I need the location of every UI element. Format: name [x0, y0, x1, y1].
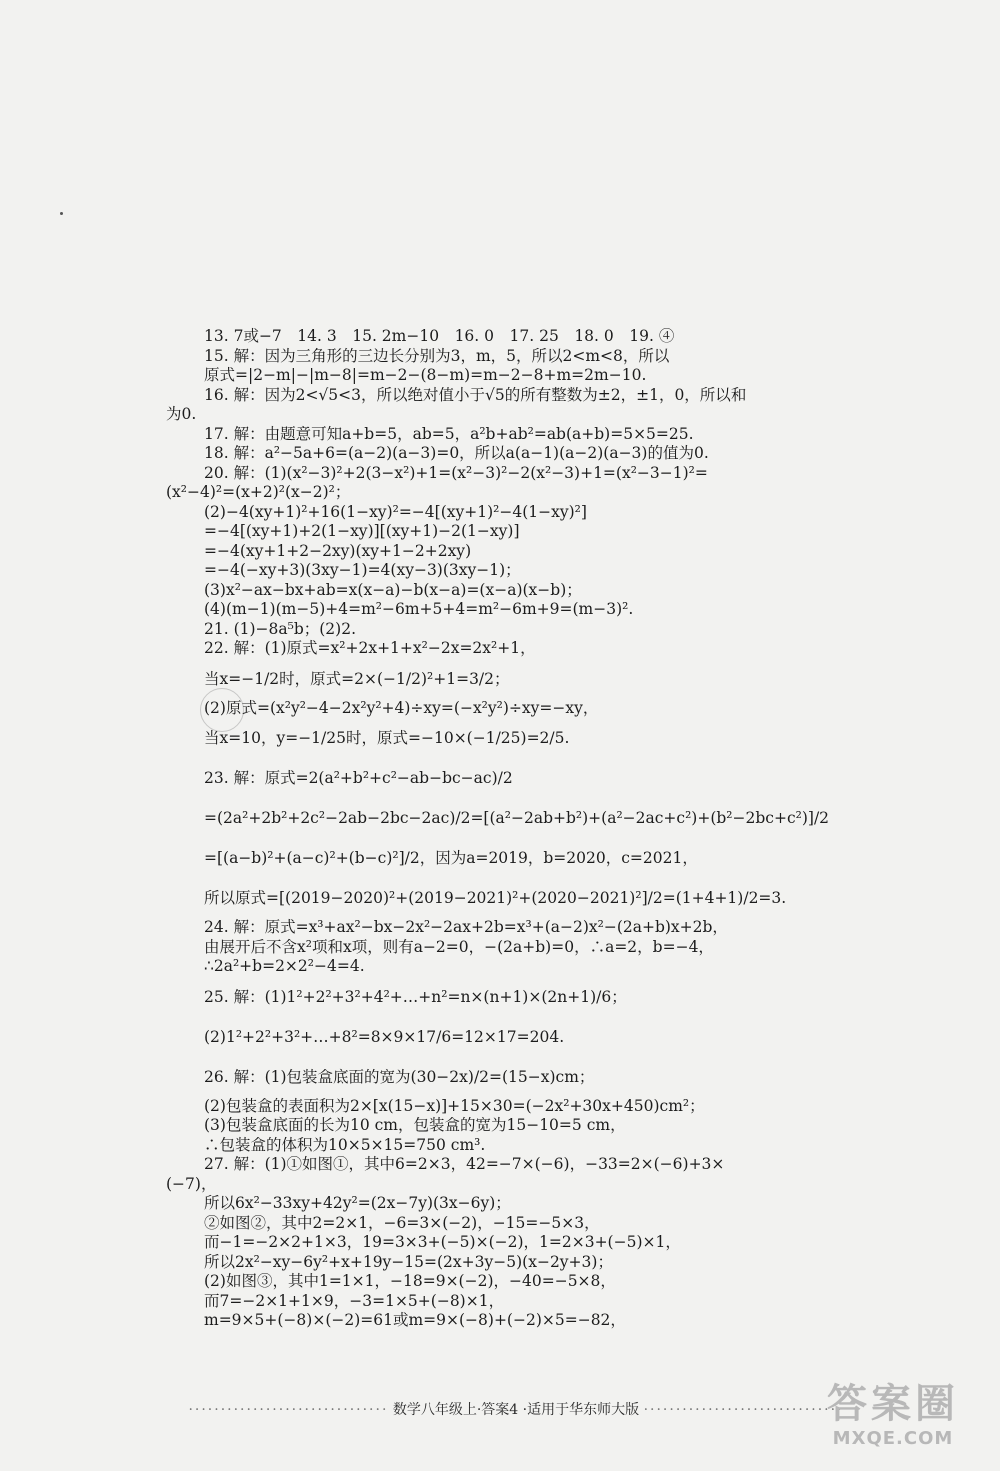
- answer-line: 由展开后不含x²项和x项，则有a−2=0，−(2a+b)=0，∴a=2，b=−4，: [204, 937, 714, 956]
- answer-line: 18. 解：a²−5a+6=(a−2)(a−3)=0，所以a(a−1)(a−2)(a−3)的值为0.: [204, 444, 709, 462]
- answer-line: ∴包装盒的体积为10×5×15=750 cm³.: [204, 1135, 486, 1154]
- answer-line: 为0.: [166, 405, 197, 423]
- answer-line: 26. 解：(1)包装盒底面的宽为(30−2x)/2=(15−x)cm；: [204, 1067, 595, 1086]
- answer-line: =−4(−xy+3)(3xy−1)=4(xy−3)(3xy−1)；: [204, 561, 521, 579]
- answer-line: (2)原式=(x²y²−4−2x²y²+4)÷xy=(−x²y²)÷xy=−xy，: [204, 698, 599, 717]
- answer-line: 而−1=−2×2+1×3，19=3×3+(−5)×(−2)，1=2×3+(−5)×1，: [204, 1233, 681, 1251]
- answer-line: ∴2a²+b=2×2²−4=4.: [204, 957, 365, 975]
- answer-line: (x²−4)²=(x+2)²(x−2)²；: [166, 483, 351, 501]
- answer-line: 27. 解：(1)①如图①，其中6=2×3，42=−7×(−6)，−33=2×(−6)+3×: [204, 1155, 725, 1173]
- scan-speck: [60, 212, 63, 215]
- answer-line: 21. (1)−8a⁵b；(2)2.: [204, 619, 357, 638]
- answer-line: 当x=−1/2时，原式=2×(−1/2)²+1=3/2；: [204, 669, 510, 688]
- page-footer: [166, 1399, 866, 1419]
- answer-line: =(2a²+2b²+2c²−2ab−2bc−2ac)/2=[(a²−2ab+b²)+(a²−2ac+c²)+(b²−2bc+c²)]/2: [204, 809, 830, 827]
- footer-right-dots: ·······························: [643, 1402, 844, 1418]
- answer-line: (−7)，: [166, 1174, 217, 1193]
- answer-line: 原式=|2−m|−|m−8|=m−2−(8−m)=m−2−8+m=2m−10.: [204, 366, 647, 384]
- answer-line: ②如图②，其中2=2×1，−6=3×(−2)，−15=−5×3，: [204, 1213, 600, 1232]
- answer-line: =−4[(xy+1)+2(1−xy)][(xy+1)−2(1−xy)]: [204, 522, 520, 540]
- answer-line: =[(a−b)²+(a−c)²+(b−c)²]/2，因为a=2019，b=2020，c=2021，: [204, 849, 698, 867]
- answer-line: (4)(m−1)(m−5)+4=m²−6m+5+4=m²−6m+9=(m−3)².: [204, 600, 634, 618]
- answer-content: [166, 327, 866, 1331]
- answer-line: m=9×5+(−8)×(−2)=61或m=9×(−8)+(−2)×5=−82，: [204, 1311, 626, 1329]
- footer-text: 数学八年级上·答案4 ·适用于华东师大版: [392, 1402, 640, 1418]
- answer-line: (3)包装盒底面的长为10 cm，包装盒的宽为15−10=5 cm，: [204, 1116, 626, 1134]
- answer-line: 当x=10，y=−1/25时，原式=−10×(−1/25)=2/5.: [204, 729, 570, 747]
- answer-line: 25. 解：(1)1²+2²+3²+4²+…+n²=n×(n+1)×(2n+1)/6；: [204, 987, 627, 1006]
- answer-line: 23. 解：原式=2(a²+b²+c²−ab−bc−ac)/2: [204, 769, 513, 787]
- answer-line: 20. 解：(1)(x²−3)²+2(3−x²)+1=(x²−3)²−2(x²−3)+1=(x²−3−1)²=: [204, 463, 708, 482]
- answer-line: =−4(xy+1+2−2xy)(xy+1−2+2xy): [204, 541, 472, 560]
- answer-line: 15. 解：因为三角形的三边长分别为3，m，5，所以2<m<8，所以: [204, 346, 670, 365]
- answer-line: (2)−4(xy+1)²+16(1−xy)²=−4[(xy+1)²−4(1−xy)²]: [204, 502, 587, 521]
- answer-line: (3)x²−ax−bx+ab=x(x−a)−b(x−a)=(x−a)(x−b)；: [204, 580, 582, 599]
- answer-line: 13. 7或−7 14. 3 15. 2m−10 16. 0 17. 25 18. 0 19. ④: [204, 327, 675, 345]
- answer-line: 所以2x²−xy−6y²+x+19y−15=(2x+3y−5)(x−2y+3)；: [204, 1252, 613, 1271]
- answer-line: 而7=−2×1+1×9，−3=1×5+(−8)×1，: [204, 1291, 505, 1310]
- answer-line: 所以原式=[(2019−2020)²+(2019−2021)²+(2020−2021)²]/2=(1+4+1)/2=3.: [204, 889, 787, 907]
- answer-line: 所以6x²−33xy+42y²=(2x−7y)(3x−6y)；: [204, 1194, 511, 1212]
- watermark-logo: 答案圈: [827, 1381, 959, 1427]
- watermark-url: MXQE.COM: [832, 1428, 954, 1449]
- answer-line: (2)包装盒的表面积为2×[x(15−x)]+15×30=(−2x²+30x+450)cm²；: [204, 1096, 705, 1115]
- answer-line: (2)如图③，其中1=1×1，−18=9×(−2)，−40=−5×8，: [204, 1272, 616, 1290]
- answer-line: 22. 解：(1)原式=x²+2x+1+x²−2x=2x²+1，: [204, 639, 536, 657]
- answer-line: 24. 解：原式=x³+ax²−bx−2x²−2ax+2b=x³+(a−2)x²−(2a+b)x+2b，: [204, 918, 728, 936]
- site-watermark: [808, 1380, 978, 1460]
- answer-line: 17. 解：由题意可知a+b=5，ab=5，a²b+ab²=ab(a+b)=5×5=25.: [204, 424, 694, 443]
- answer-line: (2)1²+2²+3²+…+8²=8×9×17/6=12×17=204.: [204, 1027, 565, 1046]
- answer-line: 16. 解：因为2<√5<3，所以绝对值小于√5的所有整数为±2，±1，0，所以和: [204, 385, 747, 404]
- footer-left-dots: ·······························: [188, 1402, 389, 1418]
